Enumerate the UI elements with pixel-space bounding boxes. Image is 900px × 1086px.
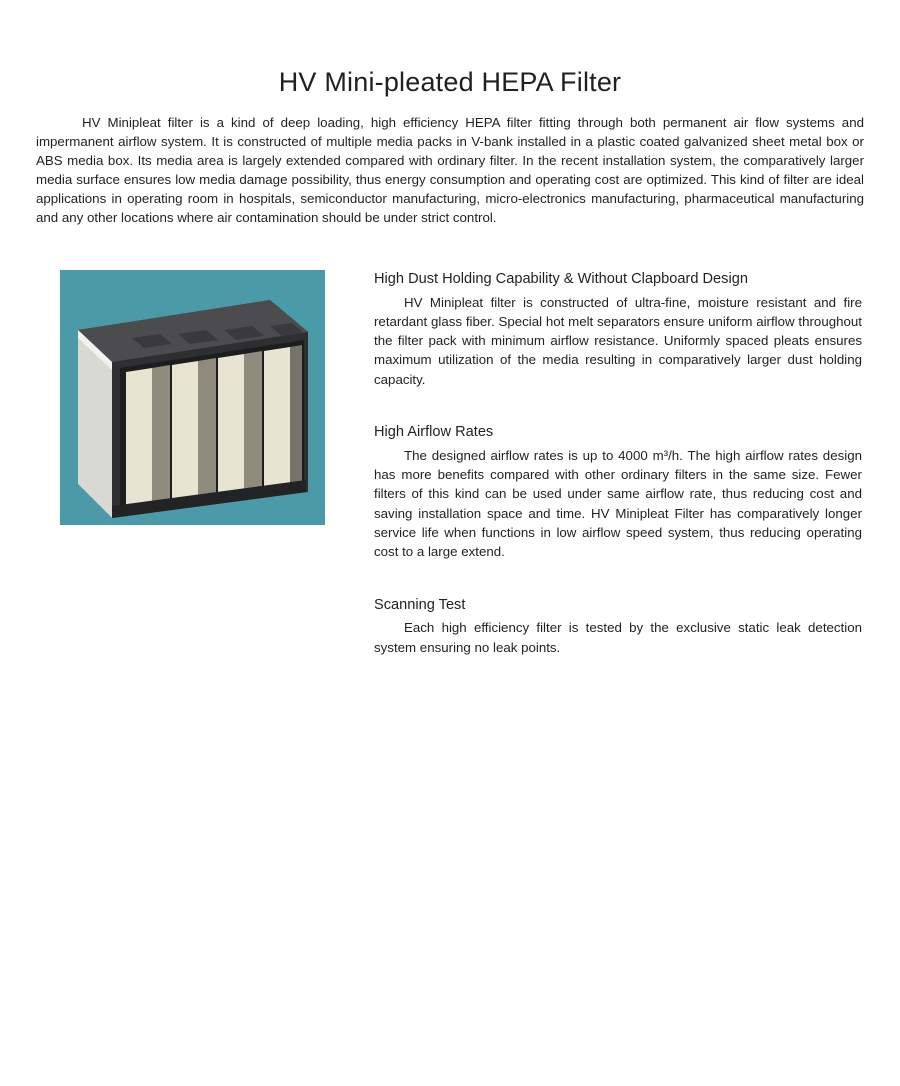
section-body xyxy=(374,293,862,389)
section-airflow-rates xyxy=(374,423,862,562)
page-title: HV Mini-pleated HEPA Filter xyxy=(278,67,622,97)
intro-paragraph xyxy=(36,114,864,227)
image-column xyxy=(36,270,336,525)
section-heading: High Dust Holding Capability & Without Clapboard Design xyxy=(374,270,748,287)
section-heading: Scanning Test xyxy=(374,596,466,613)
section-body xyxy=(374,618,862,657)
filter-illustration xyxy=(60,270,325,525)
section-body-text: Each high efficiency filter is tested by the exclusive static leak detection system ensuring no leak points. xyxy=(374,620,862,655)
section-heading: High Airflow Rates xyxy=(374,423,494,440)
text-column xyxy=(336,270,864,657)
product-photo xyxy=(60,270,325,525)
section-scanning-test xyxy=(374,596,862,658)
section-body xyxy=(374,446,862,562)
section-body-text: The designed airflow rates is up to 4000 m³/h. The high airflow rates design has more benefits compared with other ordinary filters in the same size. Fewer filters of this kind can be used under same airflow rate, thus reducing cost and saving installation space and time. HV Minipleat Filter has comparatively longer service life when functions in low airflow speed system, thus reducing operating cost to a large extend. xyxy=(374,447,862,560)
section-dust-holding xyxy=(374,270,862,389)
intro-text: HV Minipleat filter is a kind of deep loading, high efficiency HEPA filter fitting through both permanent air flow systems and impermanent airflow system. It is constructed of multiple media packs in V-bank installed in a plastic coated galvanized sheet metal box or ABS media box. Its media area is largely extended compared with ordinary filter. In the recent installation system, the comparatively larger media surface ensures low media damage possibility, thus energy consumption and operating cost are optimized. This kind of filter are ideal applications in operating room in hospitals, semiconductor manufacturing, micro-electronics manufacturing, pharmaceutical manufacturing and any other locations where air contamination should be under strict control. xyxy=(36,115,864,225)
content-row xyxy=(36,270,864,657)
section-body-text: HV Minipleat filter is constructed of ultra-fine, moisture resistant and fire retardant glass fiber. Special hot melt separators ensure uniform airflow throughout the filter pack with minimum airflow resistance. Uniformly spaced pleats ensures maximum utilization of the media resulting in comparatively larger dust holding capacity. xyxy=(374,294,862,387)
